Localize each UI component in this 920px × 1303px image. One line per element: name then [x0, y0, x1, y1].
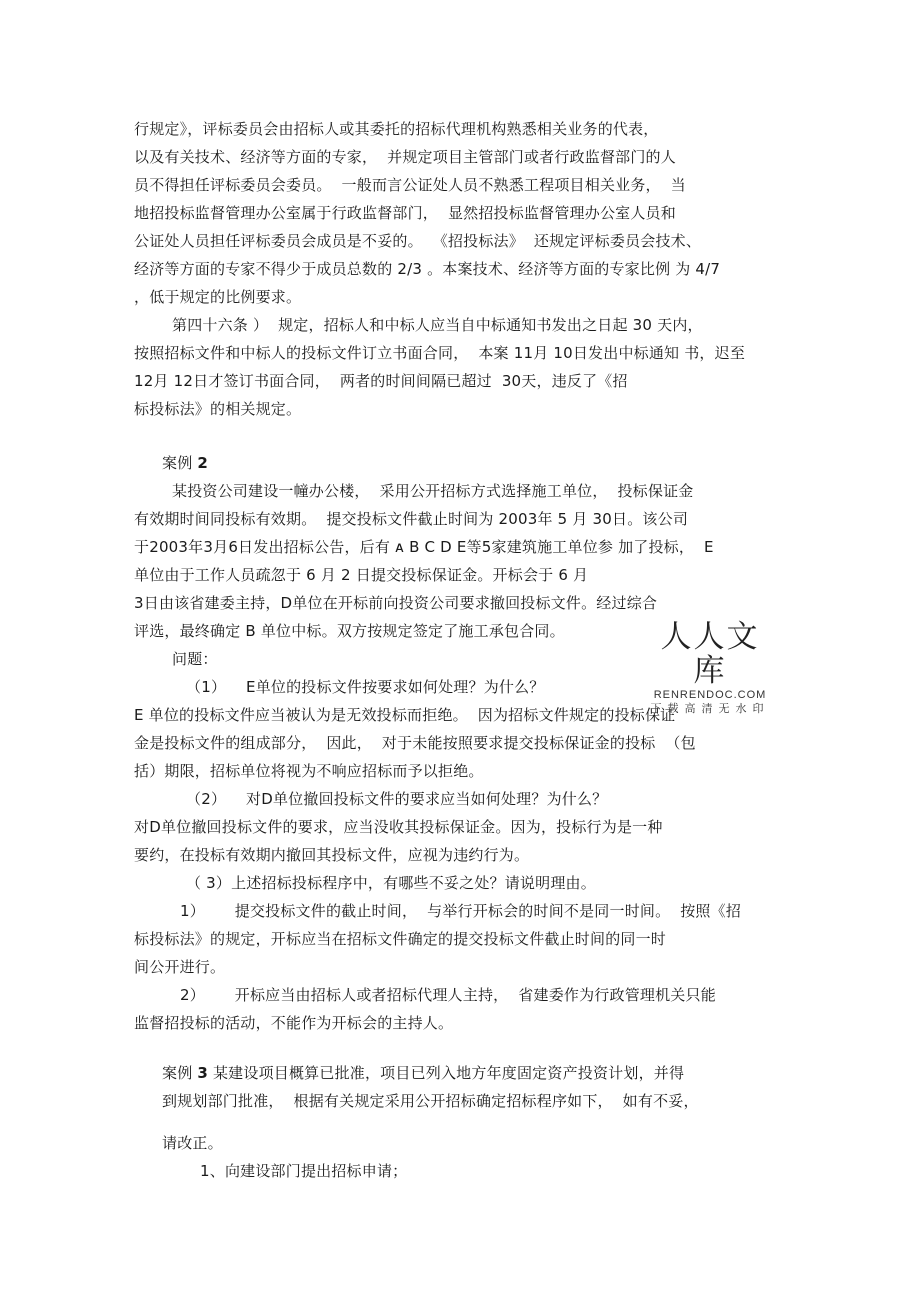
- text-line: 标投标法》的相关规定。: [134, 400, 302, 418]
- case-heading-prefix: 案例: [162, 1064, 198, 1082]
- case-number: 3: [197, 1064, 209, 1082]
- case-number: 2: [197, 454, 209, 472]
- text-line: 12月 12日才签订书面合同， 两者的时间间隔已超过 30天，违反了《招: [134, 372, 628, 390]
- text-line: 地招投标监督管理办公室属于行政监督部门， 显然招投标监督管理办公室人员和: [134, 204, 676, 222]
- text-line: 监督招投标的活动，不能作为开标会的主持人。: [134, 1014, 454, 1032]
- text-line: 经济等方面的专家不得少于成员总数的 2/3 。本案技术、经济等方面的专家比例 为 4/7: [134, 260, 721, 278]
- watermark-url: RENRENDOC.COM: [653, 689, 767, 701]
- text-line: 员不得担任评标委员会委员。 一般而言公证处人员不熟悉工程项目相关业务， 当: [134, 176, 686, 194]
- text-line: 以及有关技术、经济等方面的专家， 并规定项目主管部门或者行政监督部门的人: [134, 148, 676, 166]
- text-line: 要约，在投标有效期内撤回其投标文件，应视为违约行为。: [134, 846, 530, 864]
- list-item: 1、向建设部门提出招标申请；: [200, 1162, 408, 1180]
- text-line: 括）期限，招标单位将视为不响应招标而予以拒绝。: [134, 762, 484, 780]
- text-line: 对D单位撤回投标文件的要求，应当没收其投标保证金。因为，投标行为是一种: [134, 818, 663, 836]
- text-line: 3日由该省建委主持，D单位在开标前向投资公司要求撤回投标文件。经过综合: [134, 594, 658, 612]
- watermark-logo: [648, 620, 772, 716]
- text-line: 2） 开标应当由招标人或者招标代理人主持， 省建委作为行政管理机关只能: [180, 986, 716, 1004]
- case-heading: [162, 453, 208, 473]
- text-line: ，低于规定的比例要求。: [134, 288, 302, 306]
- question-line: （1） E单位的投标文件按要求如何处理？为什么？: [186, 678, 545, 696]
- text-line: 到规划部门批准， 根据有关规定采用公开招标确定招标程序如下， 如有不妥，: [162, 1092, 699, 1110]
- question-line: （ 3）上述招标投标程序中，有哪些不妥之处？请说明理由。: [186, 874, 596, 892]
- text-line: 有效期时间同投标有效期。 提交投标文件截止时间为 2003年 5 月 30日。该公司: [134, 510, 689, 528]
- text-line: 评选，最终确定 B 单位中标。双方按规定签定了施工承包合同。: [134, 622, 565, 640]
- questions-label: 问题：: [172, 650, 218, 668]
- text-line: 第四十六条 ） 规定，招标人和中标人应当自中标通知书发出之日起 30 天内，: [172, 316, 703, 334]
- text-line: 按照招标文件和中标人的投标文件订立书面合同， 本案 11月 10日发出中标通知 书，迟至: [134, 344, 746, 362]
- text-line: 金是投标文件的组成部分， 因此， 对于未能按照要求提交投标保证金的投标 （包: [134, 734, 696, 752]
- text-line: 标投标法》的规定，开标应当在招标文件确定的提交投标文件截止时间的同一时: [134, 930, 667, 948]
- text-line: 某建设项目概算已批准，项目已列入地方年度固定资产投资计划，并得: [208, 1064, 685, 1082]
- text-line: E 单位的投标文件应当被认为是无效投标而拒绝。 因为招标文件规定的投标保证: [134, 706, 676, 724]
- text-line: 1） 提交投标文件的截止时间， 与举行开标会的时间不是同一时间。 按照《招: [180, 902, 742, 920]
- watermark-subtitle: 下载高清无水印: [650, 702, 770, 715]
- text-line: 行规定》，评标委员会由招标人或其委托的招标代理机构熟悉相关业务的代表，: [134, 120, 659, 138]
- text-line: 于2003年3月6日发出招标公告，后有 ᴀ B C D E等5家建筑施工单位参 加了投标， E: [134, 538, 714, 556]
- watermark-title: 人人文库: [660, 619, 760, 689]
- text-line: 间公开进行。: [134, 958, 226, 976]
- case-heading-prefix: 案例: [162, 454, 198, 472]
- text-line: 公证处人员担任评标委员会成员是不妥的。 《招投标法》 还规定评标委员会技术、: [134, 232, 702, 250]
- text-line: 单位由于工作人员疏忽于 6 月 2 日提交投标保证金。开标会于 6 月: [134, 566, 589, 584]
- text-line: 请改正。: [162, 1134, 223, 1152]
- text-line: 某投资公司建设一幢办公楼， 采用公开招标方式选择施工单位， 投标保证金: [172, 482, 694, 500]
- question-line: （2） 对D单位撤回投标文件的要求应当如何处理？为什么？: [186, 790, 608, 808]
- case-heading: [162, 1063, 684, 1083]
